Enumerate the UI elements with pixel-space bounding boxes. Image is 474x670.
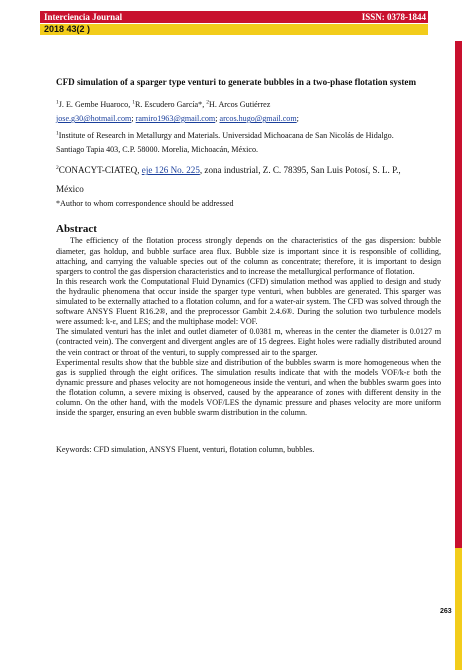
side-accent-bar-red	[455, 41, 462, 548]
author-list	[56, 100, 441, 110]
email-separator: ;	[131, 114, 136, 124]
page-number: 263	[440, 608, 452, 615]
email-link[interactable]: jose.g30@hotmail.com	[56, 114, 132, 124]
journal-name: Interciencia Journal	[44, 12, 123, 22]
abstract-paragraph: Experimental results show that the bubble size and distribution of the bubbles swarm is more homogeneous when the gas is supplied through the eight orifices. The simulation results indicate that with the models VOF/k-ε both the dynamic pressure and phases velocity are not homogeneous inside the venturi, and when the bubbles swarm goes into the flotation column, a severe mixing is observed, caused by the appearance of zones with different density in the column. On the other hand, with the models VOF/LES the dynamic pressure and phases velocity are more uniform inside the sparger, ensuring an even bubble swarm distribution in the column.	[56, 357, 441, 418]
affiliation-1	[56, 131, 441, 141]
affiliation-prefix: CONACYT-CIATEQ,	[58, 165, 142, 176]
abstract-paragraph: The efficiency of the flotation process strongly depends on the characteristics of the gas dispersion: bubble diameter, gas holdup, and bubble surface area flux. Bubble size is important since it is responsible of colliding, attaching, and carrying the valuable species out of the column as concentrate; therefore, it is important to design spargers to control the gas dispersion characteristics and to increase the metallurgical performance of flotation.	[56, 236, 441, 276]
email-separator: ;	[215, 114, 220, 124]
paper-body	[56, 76, 441, 463]
author-sup: 1	[132, 99, 135, 106]
abstract-paragraph: The simulated venturi has the inlet and outlet diameter of 0.0381 m, whereas in the center the diameter is 0.0127 m (contracted vein). The convergent and divergent angles are of 15 degrees. Eight holes were radially distributed around the vein contract or throat of the venturi, to supply compressed air to the sparger.	[56, 327, 441, 357]
email-link[interactable]: arcos.hugo@gmail.com	[219, 114, 297, 124]
author-name: H. Arcos Gutiérrez	[209, 100, 271, 109]
author-sup: 2	[206, 99, 209, 106]
abstract-heading: Abstract	[56, 223, 97, 236]
author-sup: 1	[56, 99, 59, 106]
address-link[interactable]: eje 126 No. 225	[141, 165, 200, 176]
author-name: J. E. Gembe Huaroco,	[58, 100, 133, 109]
paper-title: CFD simulation of a sparger type venturi to generate bubbles in a two-phase flotation system	[56, 77, 417, 87]
affiliation-sup: 2	[56, 165, 59, 172]
affiliation-rest: , zona industrial, Z. C. 78395, San Luis Potosí, S. L. P.,	[199, 165, 401, 176]
affiliation-2-country: México	[56, 184, 84, 195]
volume-bar	[40, 24, 428, 35]
email-list: jose.g30@hotmail.com; ramiro1963@gmail.com; arcos.hugo@gmail.com;	[56, 114, 299, 124]
affiliation-1-address: Santiago Tapia 403, C.P. 58000. Morelia, Michoacán, México.	[56, 145, 259, 155]
affiliation-sup: 1	[56, 130, 59, 137]
author-name: R. Escudero García*,	[135, 100, 207, 109]
email-link[interactable]: ramiro1963@gmail.com	[135, 114, 216, 124]
issn-label: ISSN: 0378-1844	[361, 12, 426, 22]
volume-label: 2018 43(2 )	[44, 24, 91, 34]
abstract-paragraph: In this research work the Computational Fluid Dynamics (CFD) simulation method was applied to design and study the hydraulic phenomena that occur inside the sparger type venturi, when bubbles are generated. This sparger was simulated to be externally attached to a flotation column, and for a water-air system. The CFD was solved through the software ANSYS Fluent R16.2®, and the preprocessor Gambit 2.4.6®. During the solution two turbulence models were assumed: k-ε, and LES; and the multiphase model: VOF.	[56, 276, 441, 327]
abstract-body	[56, 236, 441, 418]
affiliation-2	[56, 163, 441, 178]
affiliation-text: Institute of Research in Metallurgy and Materials. Universidad Michoacana de San Nicolás de Hidalgo.	[58, 131, 394, 141]
keywords: Keywords: CFD simulation, ANSYS Fluent, venturi, flotation column, bubbles.	[56, 445, 315, 455]
corresponding-author-note: *Author to whom correspondence should be addressed	[56, 199, 234, 209]
side-accent-bar-yellow	[455, 548, 462, 670]
